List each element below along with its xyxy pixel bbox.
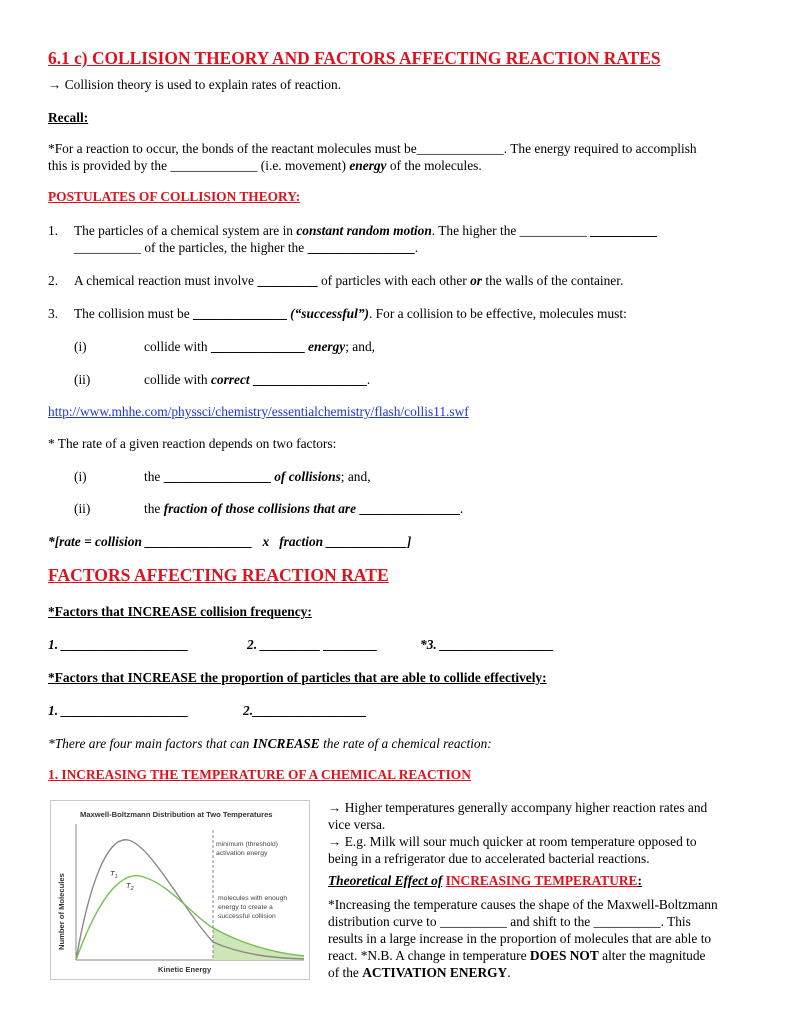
text: . bbox=[414, 240, 419, 255]
temp-para-line-4 bbox=[328, 947, 706, 964]
text: The particles of a chemical system are in bbox=[74, 223, 293, 238]
text: and shift to the bbox=[510, 914, 591, 929]
emphasis: ACTIVATION ENERGY bbox=[362, 965, 508, 980]
text: ; and, bbox=[345, 339, 375, 354]
x-axis-label: Kinetic Energy bbox=[158, 965, 212, 974]
postulates-heading: POSTULATES OF COLLISION THEORY: bbox=[48, 189, 301, 204]
energy-note-2: energy to create a bbox=[218, 904, 273, 911]
proportion-factor-1: 1. ___________________ bbox=[48, 703, 189, 718]
postulate-3-number: 3. bbox=[48, 306, 59, 321]
temp-para-line-1: *Increasing the temperature causes the shape of the Maxwell-Boltzmann bbox=[328, 897, 718, 912]
y-axis-label: Number of Molecules bbox=[57, 873, 66, 950]
text: *There are four main factors that can bbox=[48, 736, 250, 751]
emphasis: INCREASING TEMPERATURE bbox=[445, 873, 638, 888]
temp-point-2-cont: being in a refrigerator due to accelerated bacterial reactions. bbox=[328, 851, 650, 866]
sub-ii-number: (ii) bbox=[74, 372, 91, 387]
recall-text: (i.e. movement) bbox=[260, 158, 346, 173]
emphasis: correct bbox=[210, 372, 250, 387]
postulate-3-line bbox=[74, 305, 627, 322]
blank: _____________ bbox=[170, 158, 258, 173]
text: A chemical reaction must involve bbox=[74, 273, 254, 288]
postulate-2-number: 2. bbox=[48, 273, 59, 288]
frequency-heading: *Factors that INCREASE collision frequency: bbox=[48, 604, 312, 619]
postulate-1-line-1 bbox=[74, 222, 657, 239]
rate-ii-line bbox=[144, 500, 463, 517]
text: collide with bbox=[144, 339, 208, 354]
blank: ________________ bbox=[163, 469, 271, 484]
threshold-note-2: activation energy bbox=[216, 850, 268, 857]
blank: ________________ bbox=[145, 534, 253, 549]
theoretical-effect-heading bbox=[328, 872, 642, 889]
blank: _____________ bbox=[416, 141, 504, 156]
text: of the bbox=[328, 965, 359, 980]
energy-note-1: molecules with enough bbox=[218, 895, 288, 902]
proportion-heading: *Factors that INCREASE the proportion of particles that are able to collide effectively: bbox=[48, 670, 547, 685]
recall-line-1 bbox=[48, 140, 697, 157]
temperature-heading: 1. INCREASING THE TEMPERATURE OF A CHEMICAL REACTION bbox=[48, 767, 471, 782]
factors-heading: FACTORS AFFECTING REACTION RATE bbox=[48, 565, 389, 585]
emphasis: energy bbox=[308, 339, 346, 354]
recall-text: of the molecules. bbox=[389, 158, 482, 173]
energy-note-3: successful collision bbox=[218, 913, 276, 920]
postulate-1-number: 1. bbox=[48, 223, 59, 238]
text: ; and, bbox=[340, 469, 371, 484]
text: . For a collision to be effective, molecules must: bbox=[368, 306, 627, 321]
recall-heading: Recall: bbox=[48, 110, 89, 125]
temp-point-1: → Higher temperatures generally accompany higher reaction rates and bbox=[328, 800, 708, 815]
blank: __________ bbox=[593, 914, 661, 929]
text: the rate of a chemical reaction: bbox=[323, 736, 492, 751]
text: collide with bbox=[144, 372, 208, 387]
text: Theoretical Effect of bbox=[328, 873, 443, 888]
text: react. *N.B. A change in temperature bbox=[328, 948, 527, 963]
blank: __________ bbox=[590, 223, 657, 238]
rate-formula bbox=[48, 533, 411, 550]
sub-i-number: (i) bbox=[74, 339, 87, 354]
blank: ________________ bbox=[307, 240, 415, 255]
emphasis: (“successful”) bbox=[290, 306, 369, 321]
t2-label: $T_2$ bbox=[126, 881, 134, 892]
rate-intro: * The rate of a given reaction depends on two factors: bbox=[48, 436, 337, 451]
text: . bbox=[507, 965, 511, 980]
t1-label: $T_1$ bbox=[110, 869, 118, 880]
text: the walls of the container. bbox=[485, 273, 624, 288]
emphasis: INCREASE bbox=[252, 736, 320, 751]
text: of particles with each other bbox=[320, 273, 467, 288]
recall-text: *For a reaction to occur, the bonds of the reactant molecules must be bbox=[48, 141, 417, 156]
rate-ii-number: (ii) bbox=[74, 501, 91, 516]
text: the bbox=[144, 469, 161, 484]
recall-line-2 bbox=[48, 157, 482, 174]
emphasis: fraction of those collisions that are bbox=[163, 501, 357, 516]
frequency-factor-1: 1. ___________________ bbox=[48, 637, 189, 652]
temp-point-1-cont: vice versa. bbox=[328, 817, 386, 832]
recall-emphasis: energy bbox=[349, 158, 387, 173]
text: . bbox=[459, 501, 464, 516]
recall-text: . The energy required to accomplish bbox=[503, 141, 697, 156]
blank: __________ bbox=[74, 240, 141, 255]
blank: ______________ bbox=[210, 339, 305, 354]
four-factors-line bbox=[48, 735, 492, 752]
blank: ____________ bbox=[326, 534, 407, 549]
blank: _________________ bbox=[252, 372, 367, 387]
text: of the particles, the higher the bbox=[144, 240, 305, 255]
recall-text: this is provided by the bbox=[48, 158, 168, 173]
text: alter the magnitude bbox=[602, 948, 706, 963]
text: distribution curve to bbox=[328, 914, 437, 929]
emphasis: DOES NOT bbox=[529, 948, 599, 963]
sub-i-line bbox=[144, 338, 375, 355]
postulate-1-line-2 bbox=[74, 239, 418, 256]
postulate-2-line bbox=[74, 272, 623, 289]
temp-point-2: → E.g. Milk will sour much quicker at room temperature opposed to bbox=[328, 834, 697, 849]
frequency-factor-2: 2. _________ ________ bbox=[247, 637, 378, 652]
temp-para-line-5 bbox=[328, 964, 511, 981]
maxwell-boltzmann-figure bbox=[50, 800, 310, 980]
blank: __________ bbox=[439, 914, 507, 929]
text: the bbox=[144, 501, 161, 516]
text: The collision must be bbox=[74, 306, 190, 321]
emphasis: or bbox=[470, 273, 482, 288]
text: . bbox=[366, 372, 371, 387]
blank: __________ bbox=[519, 223, 587, 238]
temp-para-line-3: results in a large increase in the proportion of molecules that are able to bbox=[328, 931, 712, 946]
temp-para-line-2 bbox=[328, 913, 691, 930]
text: ] bbox=[406, 534, 412, 549]
text: . The higher the bbox=[431, 223, 517, 238]
text: : bbox=[637, 873, 642, 888]
frequency-factor-3: *3. _________________ bbox=[420, 637, 554, 652]
figure-title: Maxwell-Boltzmann Distribution at Two Temperatures bbox=[80, 810, 273, 819]
animation-link[interactable]: http://www.mhhe.com/physsci/chemistry/essentialchemistry/flash/collis11.swf bbox=[48, 404, 469, 419]
blank: _________ bbox=[257, 273, 318, 288]
text: x bbox=[262, 534, 270, 549]
page-title: 6.1 c) COLLISION THEORY AND FACTORS AFFECTING REACTION RATES bbox=[48, 48, 661, 68]
text: fraction bbox=[279, 534, 324, 549]
sub-ii-line bbox=[144, 371, 370, 388]
intro-text: → Collision theory is used to explain rates of reaction. bbox=[48, 77, 342, 92]
text: . This bbox=[660, 914, 691, 929]
proportion-factor-2: 2._________________ bbox=[243, 703, 367, 718]
emphasis: constant random motion bbox=[296, 223, 432, 238]
emphasis: of collisions bbox=[274, 469, 341, 484]
threshold-note-1: minimum (threshold) bbox=[216, 841, 278, 848]
blank: _______________ bbox=[359, 501, 460, 516]
blank: ______________ bbox=[193, 306, 287, 321]
text: *[rate = collision bbox=[48, 534, 142, 549]
rate-i-line bbox=[144, 468, 371, 485]
rate-i-number: (i) bbox=[74, 469, 87, 484]
